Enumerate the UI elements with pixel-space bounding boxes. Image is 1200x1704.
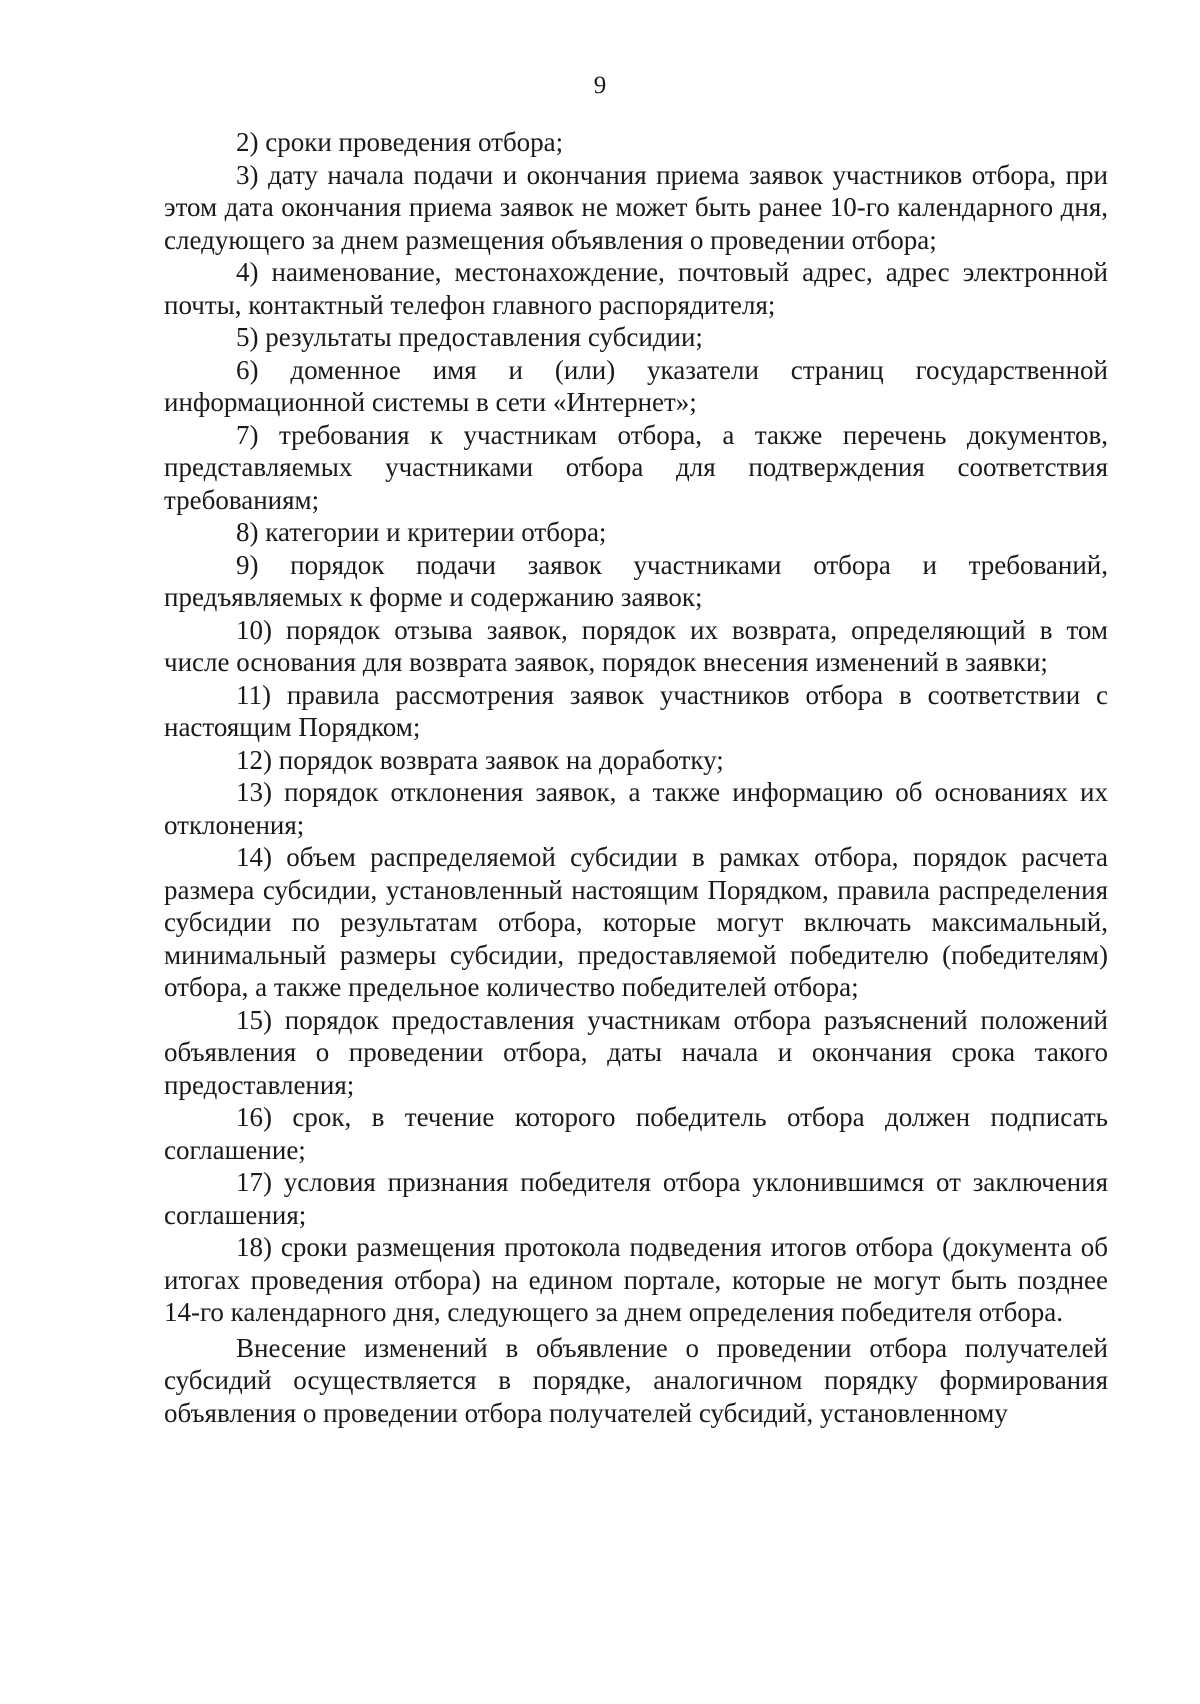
list-item: 16) срок, в течение которого победитель отбора должен подписать соглашение; bbox=[164, 1102, 1108, 1165]
list-item: 6) доменное имя и (или) указатели страниц государственной информационной системы в сети «Интернет»; bbox=[164, 354, 1108, 417]
list-item: 9) порядок подачи заявок участниками отбора и требований, предъявляемых к форме и содержанию заявок; bbox=[164, 549, 1108, 612]
list-item: 2) сроки проведения отбора; bbox=[236, 127, 564, 157]
body-paragraph: Внесение изменений в объявление о проведении отбора получателей субсидий осуществляется в порядке, аналогичном порядку формирования объявления о проведении отбора получателей субсидий, установленному bbox=[164, 1332, 1108, 1428]
list-item: 17) условия признания победителя отбора уклонившимся от заключения соглашения; bbox=[164, 1167, 1108, 1230]
list-item: 18) сроки размещения протокола подведения итогов отбора (документа об итогах проведения отбора) на едином портале, которые не могут быть позднее 14-го календарного дня, следующего за днем определения победителя отбора. bbox=[164, 1232, 1108, 1327]
list-item: 7) требования к участникам отбора, а также перечень документов, представляемых участниками отбора для подтверждения соответствия требованиям; bbox=[164, 419, 1108, 515]
list-item: 14) объем распределяемой субсидии в рамках отбора, порядок расчета размера субсидии, установленный настоящим Порядком, правила распределения субсидии по результатам отбора, которые могут включать максимальный, минимальный размеры субсидии, предоставляемой победителю (победителям) отбора, а также предельное количество победителей отбора; bbox=[164, 842, 1108, 1002]
list-item: 4) наименование, местонахождение, почтовый адрес, адрес электронной почты, контактный телефон главного распорядителя; bbox=[164, 257, 1108, 320]
list-item: 15) порядок предоставления участникам отбора разъяснений положений объявления о проведении отбора, даты начала и окончания срока такого предоставления; bbox=[164, 1004, 1108, 1100]
list-item: 10) порядок отзыва заявок, порядок их возврата, определяющий в том числе основания для возврата заявок, порядок внесения изменений в заявки; bbox=[164, 614, 1108, 677]
list-item: 11) правила рассмотрения заявок участников отбора в соответствии с настоящим Порядком; bbox=[164, 679, 1108, 742]
list-item: 13) порядок отклонения заявок, а также информацию об основаниях их отклонения; bbox=[164, 777, 1108, 840]
page-number: 9 bbox=[593, 72, 607, 99]
list-item: 8) категории и критерии отбора; bbox=[236, 517, 607, 547]
list-item: 3) дату начала подачи и окончания приема заявок участников отбора, при этом дата окончания приема заявок не может быть ранее 10-го календарного дня, следующего за днем размещения объявления о проведении отбора; bbox=[164, 159, 1108, 255]
list-item: 5) результаты предоставления субсидии; bbox=[236, 322, 703, 352]
list-item: 12) порядок возврата заявок на доработку; bbox=[236, 744, 724, 775]
document-body bbox=[164, 126, 1108, 1429]
